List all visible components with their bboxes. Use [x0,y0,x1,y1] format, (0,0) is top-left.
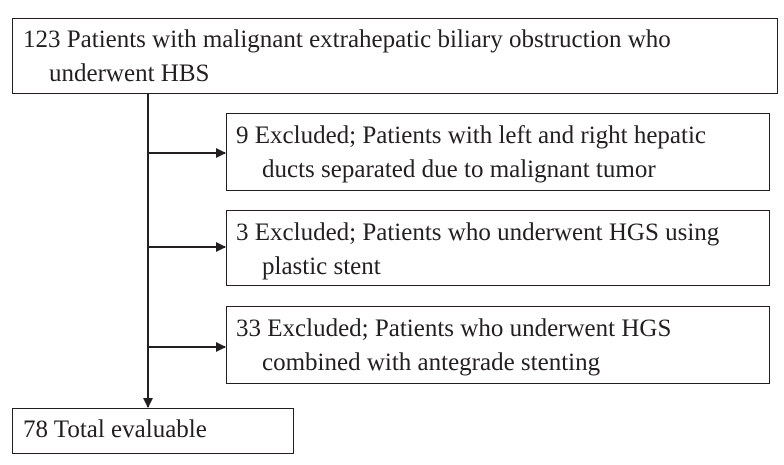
start-box-line-1: 123 Patients with malignant extrahepatic biliary obstruction who [23,26,671,53]
exclusion-box-3-line-2: combined with antegrade stenting [262,349,601,376]
start-box [12,18,778,94]
final-box-label: 78 Total evaluable [23,416,207,443]
exclusion-box-1-line-1: 9 Excluded; Patients with left and right hepatic [236,122,707,149]
final-box [12,408,294,454]
exclusion-box-2 [226,210,770,286]
start-box-line-2: underwent HBS [49,60,210,87]
exclusion-box-2-line-1: 3 Excluded; Patients who underwent HGS using [236,219,720,246]
exclusion-box-1-line-2: ducts separated due to malignant tumor [262,156,656,183]
exclusion-box-3 [226,306,770,384]
exclusion-box-1 [226,113,770,191]
exclusion-box-3-line-1: 33 Excluded; Patients who underwent HGS [236,315,672,342]
exclusion-box-2-line-2: plastic stent [262,253,381,280]
